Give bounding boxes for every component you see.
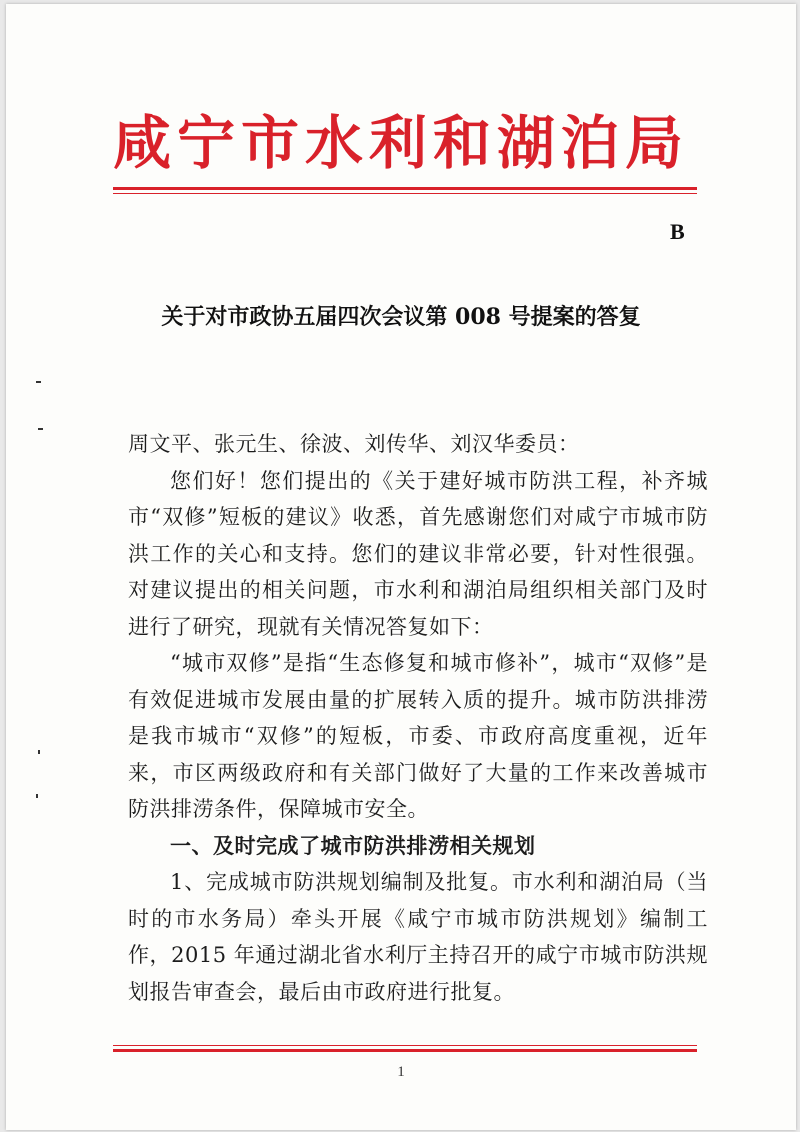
scan-speck — [36, 381, 41, 383]
footer-red-rule-thin — [113, 1045, 697, 1046]
scan-speck — [38, 750, 40, 754]
document-mark: B — [670, 219, 685, 244]
footer-red-rule-thick — [113, 1049, 697, 1052]
document-body — [128, 426, 708, 1010]
scan-speck — [36, 794, 38, 798]
document-title: 关于对市政协五届四次会议第 008 号提案的答复 — [161, 304, 641, 330]
page-number: 1 — [397, 1064, 405, 1080]
agency-header-title: 咸宁市水利和湖泊局 — [112, 109, 689, 177]
header-red-rule-thick — [113, 187, 697, 190]
body-paragraph: “城市双修”是指“生态修复和城市修补”，城市“双修”是有效促进城市发展由量的扩展转入质的提升。城市防洪排涝是我市城市“双修”的短板，市委、市政府高度重视，近年来，市区两级政府和有关部门做好了大量的工作来改善城市防洪排涝条件，保障城市安全。 — [128, 651, 708, 821]
body-paragraph: 您们好！您们提出的《关于建好城市防洪工程，补齐城市“双修”短板的建议》收悉，首先感谢您们对咸宁市城市防洪工作的关心和支持。您们的建议非常必要，针对性很强。对建议提出的相关问题，市水利和湖泊局组织相关部门及时进行了研究，现就有关情况答复如下： — [128, 468, 708, 639]
header-red-rule-thin — [113, 193, 697, 194]
section-paragraph: 1、完成城市防洪规划编制及批复。市水利和湖泊局（当时的市水务局）牵头开展《咸宁市城市防洪规划》编制工作，2015 年通过湖北省水利厅主持召开的咸宁市城市防洪规划报告审查会，最后由市政府进行批复。 — [128, 870, 708, 1004]
section-heading: 一、及时完成了城市防洪排涝相关规划 — [170, 833, 536, 858]
scan-speck — [38, 428, 43, 430]
salutation: 周文平、张元生、徐波、刘传华、刘汉华委员： — [128, 432, 580, 456]
document-page — [6, 4, 796, 1130]
